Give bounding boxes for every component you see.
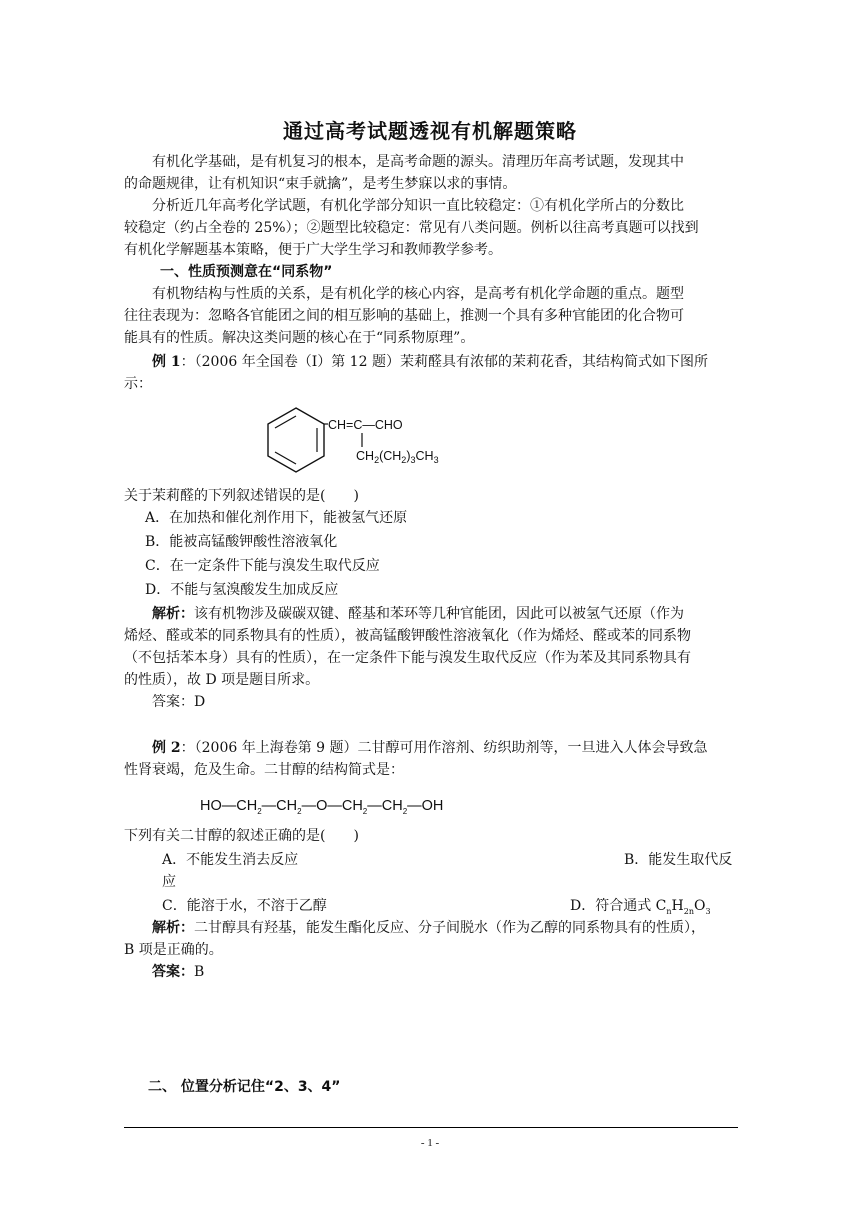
example-2-intro-line-2: 性肾衰竭，危及生命。二甘醇的结构简式是：	[124, 762, 404, 778]
example-1-option-a: A．在加热和催化剂作用下，能被氢气还原	[145, 510, 408, 526]
example-2-analysis-line-1	[152, 918, 738, 938]
page-number: - 1 -	[420, 1137, 440, 1149]
example-2-analysis-text: 二甘醇具有羟基，能发生酯化反应、分子间脱水（作为乙醇的同系物具有的性质），	[194, 920, 705, 936]
example-2-analysis-label: 解析：	[152, 920, 194, 936]
jasminaldehyde-structure-diagram	[262, 400, 462, 480]
page-title: 通过高考试题透视有机解题策略	[283, 119, 577, 143]
intro-paragraph-1-line-1: 有机化学基础，是有机复习的根本，是高考命题的源头。清理历年高考试题，发现其中	[152, 154, 684, 170]
example-1-analysis-line-4: 的性质），故 D 项是题目所求。	[124, 672, 320, 688]
example-1-analysis-line-1	[152, 604, 738, 624]
structure-main-chain: CH=C—CHO	[328, 418, 403, 432]
example-2-option-a: A．不能发生消去反应	[162, 852, 299, 868]
example-1-intro-line-2: 示：	[124, 376, 152, 392]
example-1-intro-line-1	[152, 352, 738, 372]
example-2-answer-value: B	[194, 964, 205, 980]
example-2-analysis-line-2: B 项是正确的。	[124, 942, 223, 958]
example-1-analysis-line-2: 烯烃、醛或苯的同系物具有的性质），被高锰酸钾酸性溶液氧化（作为烯烃、醛或苯的同系物	[124, 628, 691, 644]
example-1-answer: 答案：D	[152, 694, 206, 710]
example-1-option-d: D．不能与氢溴酸发生加成反应	[145, 582, 339, 598]
intro-paragraph-2-line-2: 较稳定（约占全卷的 25%）；②题型比较稳定：常见有八类问题。例析以往高考真题可以找到	[124, 220, 699, 236]
footer-rule	[124, 1127, 738, 1128]
example-2-option-b: B．能发生取代反	[624, 852, 733, 868]
intro-paragraph-2-line-1: 分析近几年高考化学试题，有机化学部分知识一直比较稳定：①有机化学所占的分数比	[152, 198, 684, 214]
example-1-option-b: B．能被高锰酸钾酸性溶液氧化	[145, 534, 338, 550]
example-2-answer	[152, 962, 738, 982]
section-1-heading: 一、性质预测意在“同系物”	[160, 264, 333, 280]
example-1-analysis-text: 该有机物涉及碳碳双键、醛基和苯环等几种官能团，因此可以被氢气还原（作为	[194, 606, 684, 622]
example-2-question: 下列有关二甘醇的叙述正确的是( )	[124, 828, 359, 844]
structure-side-chain: $CH_2(CH_2)_3CH_3$	[356, 449, 439, 465]
example-2-intro-text: ：（2006 年上海卷第 9 题）二甘醇可用作溶剂、纺织助剂等，一旦进入人体会导致急	[180, 740, 708, 756]
section-2-heading: 二、 位置分析记住“2、3、4”	[148, 1079, 341, 1095]
example-2-option-c: C．能溶于水，不溶于乙醇	[162, 898, 327, 914]
example-1-question: 关于茉莉醛的下列叙述错误的是( )	[124, 488, 359, 504]
example-2-intro-line-1	[152, 738, 738, 758]
diethylene-glycol-formula: $HO—CH_2—CH_2—O—CH_2—CH_2—OH$	[200, 798, 444, 816]
example-1-option-c: C．在一定条件下能与溴发生取代反应	[145, 558, 380, 574]
example-1-analysis-line-3: （不包括苯本身）具有的性质），在一定条件下能与溴发生取代反应（作为苯及其同系物具有	[124, 650, 691, 666]
section-1-paragraph-line-2: 往往表现为：忽略各官能团之间的相互影响的基础上，推测一个具有多种官能团的化合物可	[124, 308, 684, 324]
example-1-analysis-label: 解析：	[152, 606, 194, 622]
example-1-intro-text: ：（2006 年全国卷（I）第 12 题）茉莉醛具有浓郁的茉莉花香，其结构简式如下图所	[180, 354, 708, 370]
example-2-answer-label: 答案：	[152, 964, 194, 980]
intro-paragraph-1-line-2: 的命题规律，让有机知识“束手就擒”，是考生梦寐以求的事情。	[124, 176, 517, 192]
example-1-label: 例 1	[152, 354, 181, 370]
benzene-ring	[268, 408, 324, 472]
example-2-label: 例 2	[152, 740, 181, 756]
section-1-paragraph-line-3: 能具有的性质。解决这类问题的核心在于“同系物原理”。	[124, 330, 475, 346]
section-1-paragraph-line-1: 有机物结构与性质的关系，是有机化学的核心内容，是高考有机化学命题的重点。题型	[152, 286, 684, 302]
example-2-option-b-continued: 应	[162, 874, 176, 890]
example-2-option-d: D．符合通式 $C_nH_{2n}O_3$	[570, 898, 711, 916]
intro-paragraph-2-line-3: 有机化学解题基本策略，便于广大学生学习和教师教学参考。	[124, 242, 502, 258]
